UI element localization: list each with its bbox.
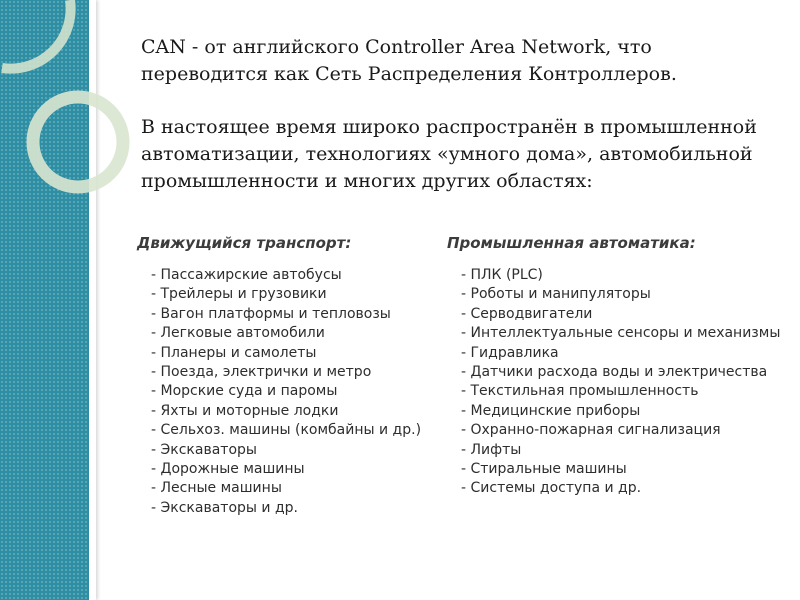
transport-column	[137, 234, 437, 518]
list-item: - Пассажирские автобусы	[151, 267, 342, 283]
industry-column	[447, 234, 781, 499]
list-item: - Медицинские приборы	[461, 402, 641, 419]
list-item: - Лифты	[461, 441, 522, 458]
list-item: - Лесные машины	[151, 480, 282, 497]
list-item: - Вагон платформы и тепловозы	[151, 305, 391, 322]
list-item: - Стиральные машины	[461, 461, 627, 478]
list-item: - Яхты и моторные лодки	[151, 402, 339, 419]
list-item: - Охранно-пожарная сигнализация	[461, 422, 721, 439]
intro-text	[141, 34, 761, 195]
list-item: - Легковые автомобили	[151, 325, 325, 342]
intro-paragraph-can: CAN - от английского Controller Area Network, что переводится как Сеть Распределения Контроллеров.	[141, 36, 677, 85]
list-item: - Датчики расхода воды и электричества	[461, 364, 768, 381]
list-item: - Серводвигатели	[461, 305, 593, 322]
transport-heading: Движущийся транспорт:	[137, 234, 352, 252]
top-ring-arc	[2, 0, 71, 69]
intro-paragraph-usage: В настоящее время широко распространён в промышленной автоматизации, технологиях «умного дома», автомобильной промышленности и многих других областях:	[141, 116, 757, 192]
list-item: - Интеллектуальные сенсоры и механизмы	[461, 325, 781, 342]
industry-heading: Промышленная автоматика:	[447, 234, 696, 252]
list-item: - Планеры и самолеты	[151, 344, 317, 361]
list-item: - Экскаваторы и др.	[151, 499, 298, 516]
list-item: - Дорожные машины	[151, 461, 305, 478]
list-item: - Экскаваторы	[151, 441, 257, 458]
list-item: - Гидравлика	[461, 344, 559, 361]
list-item: - Сельхоз. машины (комбайны и др.)	[151, 422, 422, 439]
industry-list	[447, 266, 781, 499]
list-item: - Поезда, электрички и метро	[151, 364, 372, 381]
list-item: - Системы доступа и др.	[461, 480, 642, 497]
list-item: - Трейлеры и грузовики	[151, 286, 327, 303]
list-item: - Текстильная промышленность	[461, 383, 699, 400]
middle-ring	[33, 97, 123, 187]
list-item: - Морские суда и паромы	[151, 383, 338, 400]
transport-list	[137, 266, 437, 518]
list-item: - ПЛК (PLC)	[461, 267, 543, 283]
list-item: - Роботы и манипуляторы	[461, 286, 651, 303]
